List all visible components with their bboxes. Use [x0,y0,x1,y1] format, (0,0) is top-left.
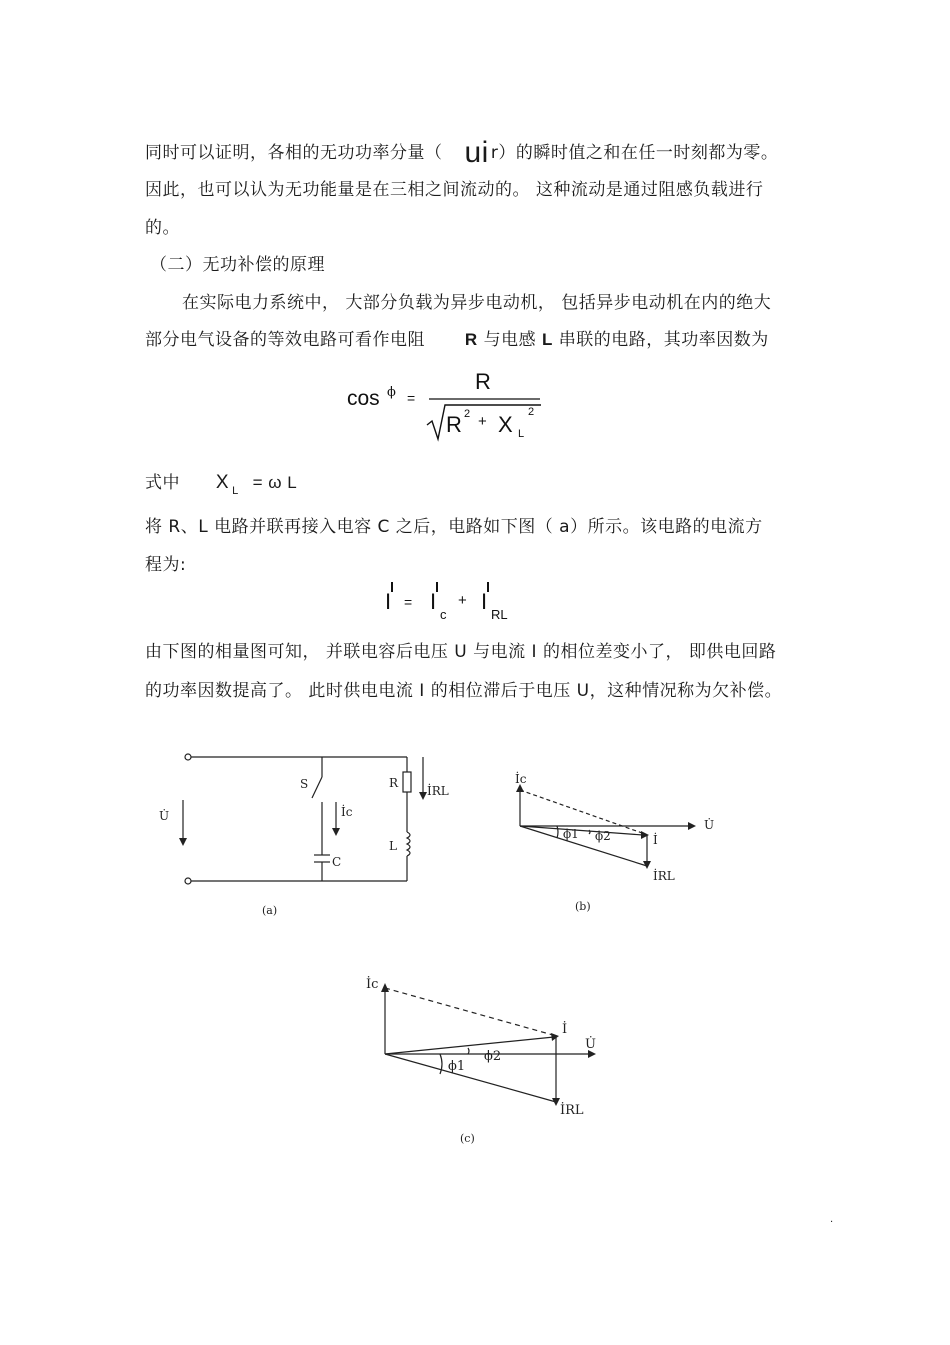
caption-c: (c) [460,1132,475,1145]
subscript-c: c [440,607,447,622]
text-segment: 同时可以证明，各相的无功功率分量（ [145,143,443,163]
inductor-symbol: L [542,330,553,349]
label-u: U̇ [704,818,715,832]
label-irl: İRL [653,869,675,883]
exponent: 2 [528,406,535,418]
text-segment: 串联的电路，其功率因数为 [558,330,769,350]
label-i: İ [653,833,658,847]
paragraph-line-1 [145,136,778,170]
label-phi1: ϕ1 [563,827,579,841]
i-rl: I [481,589,488,614]
subscript-rl: RL [491,607,508,622]
text-segment: 式中 [145,473,180,493]
caption-a: (a) [262,904,278,917]
plus-sign: + [478,413,487,430]
paragraph-line-4: 在实际电力系统中， 大部分负载为异步电动机， 包括异步电动机在内的绝大 [182,293,772,313]
xl-rhs: = ω L [252,473,298,492]
figure-c-phasor [360,970,620,1155]
paragraph-line-2: 因此，也可以认为无功能量是在三相之间流动的。 这种流动是通过阻感负载进行 [145,180,764,200]
label-u: U̇ [585,1037,596,1052]
paragraph-line-5 [145,325,769,350]
numerator: R [475,369,491,394]
paragraph-line-6: 将 R、L 电路并联再接入电容 C 之后，电路如下图（ a）所示。该电路的电流方 [145,517,763,537]
label-irl: İRL [560,1103,584,1118]
equals-sign: = [404,594,413,610]
label-ic: İc [366,977,379,992]
label-u: U̇ [159,809,170,823]
label-i: İ [562,1022,568,1037]
cos-text: cos [347,387,380,410]
label-c: C [332,855,342,869]
den-subscript: L [518,428,525,440]
label-l: L [389,839,397,853]
footer-mark: . [830,1214,834,1225]
phasor-dots [380,580,500,600]
label-phi2: ϕ2 [484,1049,502,1064]
label-ic: İc [515,772,527,786]
den-x: X [498,412,513,437]
text-segment: 与电感 [483,330,537,350]
figure-a-circuit [150,740,470,930]
label-phi2: ϕ2 [595,829,611,843]
den-r: R [446,412,462,437]
caption-b: (b) [575,900,591,913]
xl-definition [145,468,297,497]
x-symbol: X [215,472,230,493]
resistor-symbol: R [464,330,478,349]
label-switch: S [300,777,309,791]
label-ic: İc [341,805,353,819]
paragraph-line-3: 的。 [145,218,180,238]
section-heading: （二）无功补偿的原理 [150,255,325,275]
ui-symbol: ui [464,136,489,169]
i-c: I [430,589,437,614]
equals-sign: = [407,390,416,406]
figure-b-phasor [505,768,735,918]
i-total: I [385,589,392,614]
plus-sign: + [458,592,467,609]
r-subscript: r [490,143,499,163]
paragraph-line-8: 由下图的相量图可知， 并联电容后电压 U 与电流 I 的相位差变小了， 即供电回路 [145,642,777,662]
label-irl: İRL [427,784,449,798]
text-segment: 部分电气设备的等效电路可看作电阻 [145,330,425,350]
paragraph-line-9: 的功率因数提高了。 此时供电电流 I 的相位滞后于电压 U，这种情况称为欠补偿。 [145,681,783,701]
label-phi1: ϕ1 [448,1059,466,1074]
label-r: R [389,776,399,790]
paragraph-line-7: 程为: [145,555,187,575]
l-subscript: L [232,485,239,497]
text-segment: ）的瞬时值之和在任一时刻都为零。 [498,143,779,163]
phi-symbol: ϕ [387,385,396,400]
exponent: 2 [464,408,471,420]
